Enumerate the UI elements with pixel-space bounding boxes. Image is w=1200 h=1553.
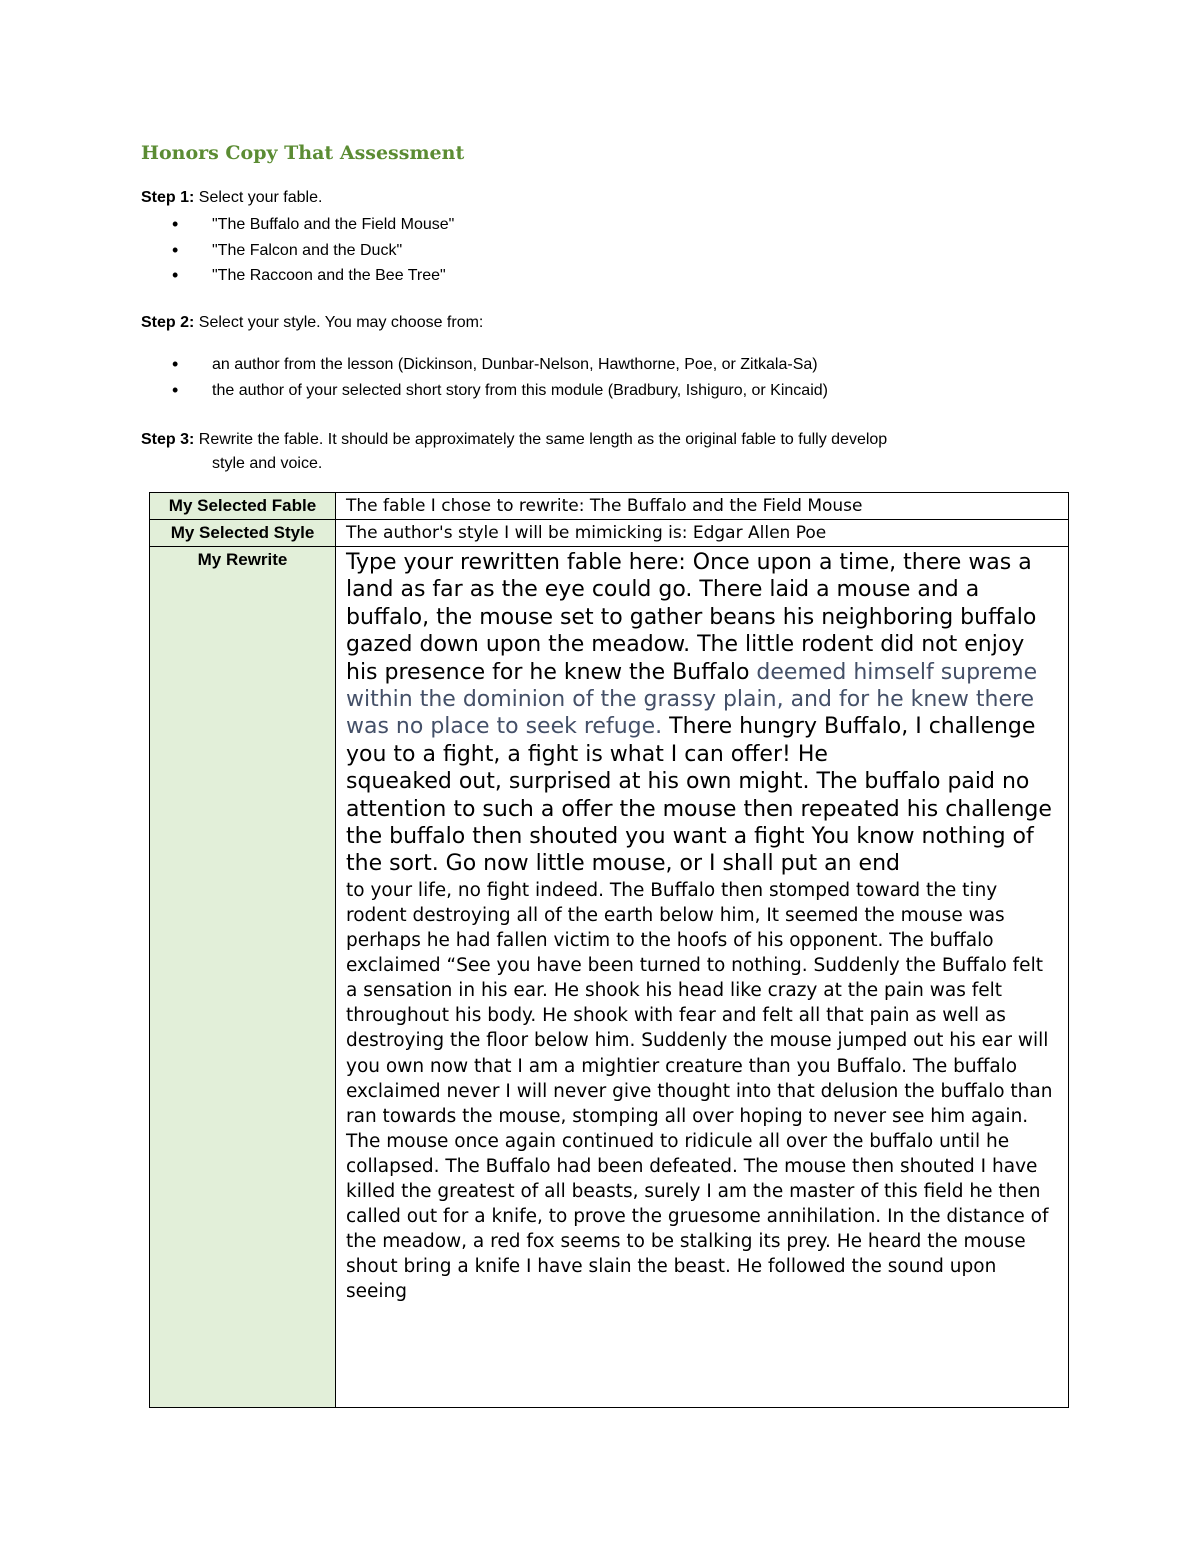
style-list	[172, 352, 828, 403]
step-1-heading	[141, 186, 322, 210]
rewrite-part-3: There hungry Buffalo, I challenge you to a fight, a fight is what I can offer! He	[346, 714, 1036, 767]
list-item: • "The Falcon and the Duck"	[172, 238, 454, 264]
list-item: • "The Buffalo and the Field Mouse"	[172, 212, 454, 238]
assessment-table	[149, 492, 1069, 1408]
fable-value-cell[interactable]: The fable I chose to rewrite: The Buffalo and the Field Mouse	[336, 493, 1069, 520]
step-3-continuation: style and voice.	[212, 455, 323, 472]
step-3-heading	[141, 428, 887, 452]
step-2-label: Step 2:	[141, 314, 195, 331]
rewrite-large-text	[346, 549, 1058, 878]
step-3-label: Step 3:	[141, 431, 195, 448]
step-2-heading	[141, 311, 483, 335]
step-3-text: Rewrite the fable. It should be approximately the same length as the original fable to fully develop	[194, 431, 888, 448]
rewrite-part-5: to your life, no fight indeed. The Buffalo then stomped toward the tiny rodent destroying all of the earth below him, It seemed the mouse was perhaps he had fallen victim to the hoofs of his opponent. The buffalo exclaimed “See you have been turned to nothing. Suddenly the Buffalo felt a sensation in his ear. He shook his head like crazy at the pain was felt throughout his body. He shook with fear and felt all that pain as well as destroying the floor below him. Suddenly the mouse jumped out his ear will you own now that I am a mightier creature than you Buffalo. The buffalo exclaimed never I will never give thought into that delusion the buffalo than ran towards the mouse, stomping all over hoping to never see him again. The mouse once again continued to ridicule all over the buffalo until he collapsed. The Buffalo had been defeated. The mouse then shouted I have killed the greatest of all beasts, surely I am the master of this field he then called out for a knife, to prove the gruesome annihilation. In the distance of the meadow, a red fox seems to be stalking its prey. He heard the mouse shout bring a knife I have slain the beast. He followed the sound upon seeing	[346, 879, 1053, 1303]
style-value-cell[interactable]: The author's style I will be mimicking is: Edgar Allen Poe	[336, 520, 1069, 547]
step-2-text: Select your style. You may choose from:	[194, 314, 484, 331]
table-row	[150, 520, 1069, 547]
rewrite-part-1: Type your rewritten fable here: Once upon a time, there was a land as far as the eye could go. There laid a mouse and a buffalo, the mouse set to gather beans his neighboring buffalo gazed down upon the meadow. The little rodent did not enjoy his presence for he knew the Buffalo	[346, 550, 1037, 685]
table-row	[150, 547, 1069, 1408]
rewrite-label-cell: My Rewrite	[150, 547, 336, 1408]
fable-label-cell: My Selected Fable	[150, 493, 336, 520]
style-label-cell: My Selected Style	[150, 520, 336, 547]
list-item: • the author of your selected short story from this module (Bradbury, Ishiguro, or Kincaid)	[172, 378, 828, 404]
step-1-label: Step 1:	[141, 189, 195, 206]
page-title: Honors Copy That Assessment	[141, 142, 465, 164]
step-1-text: Select your fable.	[194, 189, 323, 206]
rewrite-part-4: squeaked out, surprised at his own might. The buffalo paid no attention to such a offer the mouse then repeated his challenge the buffalo then shouted you want a fight You know nothing of the sort. Go now little mouse, or I shall put an end	[346, 769, 1052, 877]
table-row	[150, 493, 1069, 520]
list-item: • "The Raccoon and the Bee Tree"	[172, 263, 454, 289]
rewrite-text-cell[interactable]	[336, 547, 1069, 1408]
rewrite-part-2: deemed himself supreme within the dominion of the grassy plain, and for he knew there was no place to seek refuge.	[346, 659, 1038, 740]
fable-list	[172, 212, 454, 289]
list-item: • an author from the lesson (Dickinson, Dunbar-Nelson, Hawthorne, Poe, or Zitkala-Sa)	[172, 352, 828, 378]
